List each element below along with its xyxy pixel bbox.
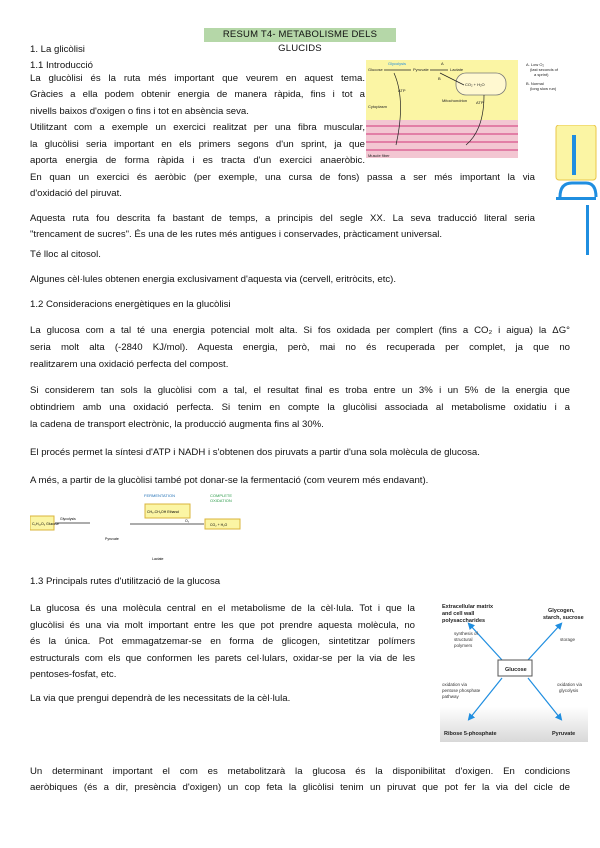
energy-line: seria molt alta (-2840 KJ/mol). Aquesta energia, però, mai no és recuperada per complet, ja que no (30, 342, 570, 353)
fig3-glucose: Glucose (505, 667, 527, 673)
intro-line: La glucòlisi és la ruta més important que veurem en aquest tema. (30, 73, 365, 84)
fig1-lactate: Lactate (450, 67, 464, 72)
fig2-ethanol: CH₃-CH₂OH Ethanol (147, 510, 180, 514)
fig2-co2: CO₂ + H₂O (210, 523, 228, 527)
percent-line: obtindriem amb una oxidació perfecta. Si tenim en compte la glucòlisi associada al metabolisme oxidatiu i a (30, 402, 570, 413)
fig3-ox2: pentose phosphate (442, 688, 481, 693)
heading-routes: 1.3 Principals rutes d'utilització de la glucosa (30, 576, 221, 587)
fig1-lowo2-c: a sprint) (534, 72, 549, 77)
oxygen-line: aeròbiques (és a dir, presència d'oxigen) un cop feta la glicòlisi tenim un piruvat que pot fer la via del cicle de (30, 782, 570, 793)
fig3-storage: storage (560, 637, 576, 642)
intro-line: aporta energia de forma ràpida i es tracta d'un exercici anaeròbic. (30, 155, 365, 166)
fig3-glycogen-2: starch, sucrose (543, 615, 584, 621)
history-line: "trencament de sucres". És una de les rutes més antigues i conservades, pràcticament universal. (30, 229, 443, 240)
intro-line: En quan un exercici és aeròbic (per exemple, una cursa de fons) passa a ser més important la via (30, 172, 535, 183)
fig3-ribose: Ribose 5-phosphate (444, 731, 497, 737)
cells-text: Algunes cèl·lules obtenen energia exclusivament d'aquesta via (cervell, eritròcits, etc). (30, 274, 397, 285)
fig1-glucose: Glucose (368, 67, 383, 72)
fig3-ecm3: polysaccharides (442, 618, 486, 624)
intro-line: d'oxidació del piruvat. (30, 188, 122, 199)
fig2-lactate: Lactate (152, 557, 164, 561)
heading-glycolysis: 1. La glicòlisi (30, 44, 85, 55)
routes-line: és la única. Pot emmagatzemar-se en forma de glicogen, sintetitzar polímers (30, 636, 415, 647)
cytosol-text: Té lloc al citosol. (30, 249, 101, 260)
energy-line: La glucosa com a tal té una energia potencial molt alta. Si fos oxidada per complert (fins a CO₂ i aigua) la ΔG° (30, 325, 570, 336)
percent-line: la cadena de transport electrònic, la producció augmenta fins al 30%. (30, 419, 324, 430)
fig3-glycogen: Glycogen, (548, 608, 575, 614)
routes-line: glucòlisi és una via molt important entre les que pot prendre aquesta molècula, no (30, 620, 415, 631)
fig1-atp: ATP (398, 88, 406, 93)
fig1-a: A (441, 61, 444, 66)
document-title: RESUM T4- METABOLISME DELS GLUCIDS (204, 28, 396, 42)
fig1-cyto: Cytoplasm (368, 104, 387, 109)
fig3-ox3: pathway (442, 694, 459, 699)
fig3-ox5: glycolysis (559, 688, 579, 693)
fig2-pyruvate: Pyruvate (105, 537, 119, 541)
needs-text: La via que prengui dependrà de les necessitats de la cèl·lula. (30, 693, 291, 704)
fig2-complete: COMPLETE (210, 493, 233, 498)
history-line: Aquesta ruta fou descrita fa bastant de temps, a principis del segle XX. La seva traducció literal seria (30, 213, 535, 224)
fig1-atp-2: ATP (476, 100, 484, 105)
heading-energy: 1.2 Consideracions energètiques en la glucòlisi (30, 299, 231, 310)
fig3-ecm: Extracellular matrix (442, 604, 494, 610)
intro-line: Gràcies a ella podem obtenir energia de manera ràpida, fins i tot a (30, 89, 365, 100)
fig2-glucose: C₆H₁₂O₆ Glucose (32, 522, 59, 526)
fig1-mito: Mitochondrion (442, 98, 468, 103)
intro-line: Utilitzant com a exemple un exercici realitzat per una fibra muscular, (30, 122, 365, 133)
routes-line: estructurals com els que conformen les parets cel·lulars, oxidar-se per la via de les (30, 653, 415, 664)
fig2-o2: O₂ (185, 519, 190, 523)
fig3-syn: synthesis of (454, 631, 478, 636)
energy-line: realitzarem una oxidació perfecta del compost. (30, 359, 229, 370)
oxygen-line: Un determinant important el com es metabolitzarà la glucosa és la disponibilitat d'oxigen. En condicions (30, 766, 570, 777)
intro-line: la glucòlisi seria important en els primers segons d'un sprint, ja que (30, 139, 365, 150)
fig3-syn3: polymers (454, 643, 473, 648)
glucose-fates-figure (440, 600, 588, 742)
fig1-glycolysis: Glycolysis (388, 61, 407, 66)
fig1-co2: CO₂ + H₂O (465, 82, 485, 87)
fig3-ecm2: and cell wall (442, 611, 475, 617)
percent-line: Si considerem tan sols la glucòlisi com a tal, el resultat final es troba entre un 3% i un 5% de la energia que (30, 385, 570, 396)
heading-introduction: 1.1 Introducció (30, 60, 93, 71)
fig3-ox1: oxidation via (442, 682, 468, 687)
intro-line: nivells baixos d'oxigen o fins i tot en absència seva. (30, 106, 249, 117)
fig1-lowo2-b: (last seconds of (530, 67, 559, 72)
fig3-syn2: structural (454, 637, 473, 642)
fig1-normal: B. Normal (526, 81, 544, 86)
fermentation-text: A més, a partir de la glucòlisi també pot donar-se la fermentació (com veurem més endavant). (30, 475, 429, 486)
atp-text: El procés permet la síntesi d'ATP i NADH i s'obtenen dos piruvats a partir d'una sola molècula de glucosa. (30, 447, 480, 458)
fig3-ox4: oxidation via (557, 682, 583, 687)
fig1-pyruvate: Pyruvate (413, 67, 429, 72)
fig2-fermentation: FERMENTATION (144, 493, 175, 498)
fig1-fiber: Muscle fiber (368, 153, 390, 158)
fig2-glycolysis: Glycolysis (60, 517, 76, 521)
fig2-oxidation: OXIDATION (210, 498, 232, 503)
routes-line: La glucosa és una molècula central en el metabolisme de la cèl·lula. Tot i que la (30, 603, 415, 614)
glycolysis-pathway-strip (552, 125, 600, 260)
fig1-normal-b: (long slow run) (530, 86, 557, 91)
fermentation-figure (30, 492, 300, 564)
fig1-lowo2: A. Low O₂ (526, 62, 545, 67)
routes-line: pentoses-fosfat, etc. (30, 669, 117, 680)
fig1-b: B (438, 76, 441, 81)
fig3-pyruvate: Pyruvate (552, 731, 576, 737)
